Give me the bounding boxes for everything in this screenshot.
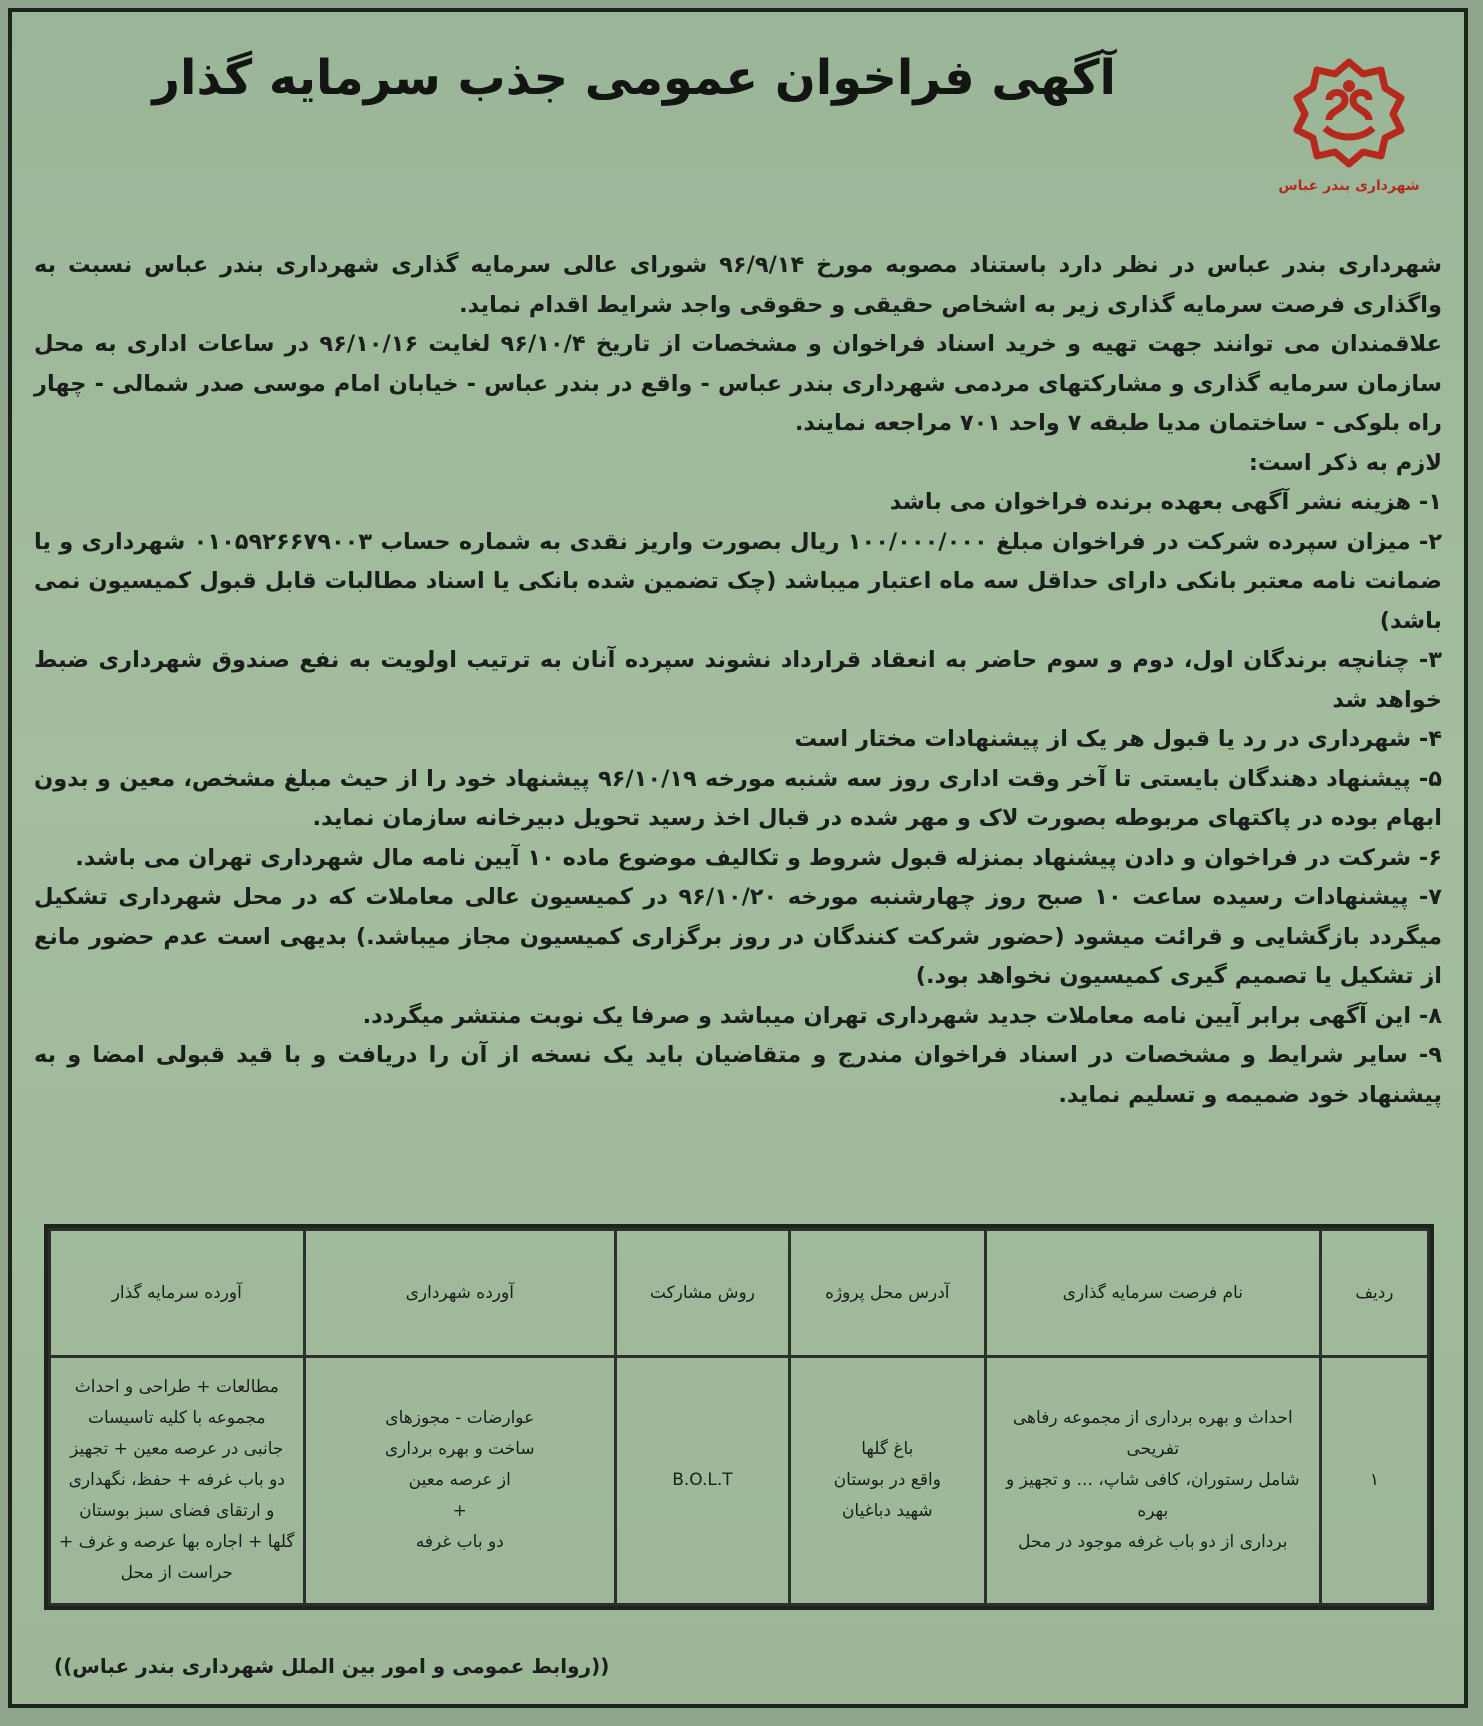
cell-municipality-share bbox=[304, 1357, 615, 1605]
header-municipality-share: آورده شهرداری bbox=[304, 1230, 615, 1357]
purchase-paragraph: علاقمندان می توانند جهت تهیه و خرید اسناد فراخوان و مشخصات از تاریخ ۹۶/۱۰/۴ لغایت ۹۶/۱۰/۱۶ در ساعات اداری به محل سازمان سرمایه گذاری و مشارکتهای مردمی شهرداری بندر عباس - واقع در بندر عباس - خیابان امام موسی صدر شمالی - چهار راه بلوکی - ساختمان مدیا طبقه ۷ واحد ۷۰۱ مراجعه نمایند. bbox=[34, 331, 1443, 436]
cell-line: مجموعه با کلیه تاسیسات bbox=[87, 1408, 266, 1428]
cell-line: از عرصه معین bbox=[408, 1470, 511, 1490]
cell-opportunity bbox=[985, 1357, 1320, 1605]
cell-line: عوارضات - مجوزهای bbox=[385, 1408, 535, 1428]
cell-line: دو باب غرفه + حفظ، نگهداری bbox=[68, 1470, 285, 1490]
cell-method: B.O.L.T bbox=[616, 1357, 790, 1605]
cell-line: گلها + اجاره بها عرصه و غرف + bbox=[59, 1532, 295, 1552]
clause-8: ۸- این آگهی برابر آیین نامه معاملات جدید شهرداری تهران میباشد و صرفا یک نوبت منتشر میگردد. bbox=[362, 1002, 1442, 1029]
cell-row-no: ۱ bbox=[1320, 1357, 1428, 1605]
notes-heading: لازم به ذکر است: bbox=[1248, 449, 1442, 476]
notice-content bbox=[30, 26, 1446, 1690]
cell-line: باغ گلها bbox=[861, 1439, 914, 1459]
cell-line: + bbox=[452, 1501, 467, 1521]
header-investor-share: آورده سرمایه گذار bbox=[50, 1230, 305, 1357]
municipality-emblem-icon bbox=[1289, 54, 1409, 172]
table-header-row bbox=[50, 1230, 1429, 1357]
cell-line: برداری از دو باب غرفه موجود در محل bbox=[1018, 1532, 1288, 1552]
clause-6: ۶- شرکت در فراخوان و دادن پیشنهاد بمنزله قبول شروط و تکالیف موضوع ماده ۱۰ آیین نامه مال شهرداری تهران می باشد. bbox=[75, 844, 1442, 871]
clause-3: ۳- چنانچه برندگان اول، دوم و سوم حاضر به انعقاد قرارداد نشوند سپرده آنان به ترتیب اولویت به نفع صندوق شهرداری ضبط خواهد شد bbox=[34, 647, 1442, 713]
clause-4: ۴- شهرداری در رد یا قبول هر یک از پیشنهادات مختار است bbox=[794, 726, 1442, 752]
cell-line: واقع در بوستان bbox=[833, 1470, 941, 1490]
municipality-logo bbox=[1274, 54, 1424, 214]
header-row-no: ردیف bbox=[1320, 1230, 1428, 1357]
cell-line: ساخت و بهره برداری bbox=[384, 1439, 535, 1459]
logo-caption: شهرداری بندر عباس bbox=[1278, 178, 1420, 194]
investment-table bbox=[44, 1224, 1434, 1610]
header-opportunity: نام فرصت سرمایه گذاری bbox=[985, 1230, 1320, 1357]
clause-9: ۹- سایر شرایط و مشخصات در اسناد فراخوان مندرج و متقاضیان باید یک نسخه از آن را دریافت و با قید قبولی امضا و به پیشنهاد خود ضمیمه و تسلیم نماید. bbox=[34, 1042, 1442, 1108]
header-method: روش مشارکت bbox=[616, 1230, 790, 1357]
footer-signature: ((روابط عمومی و امور بین الملل شهرداری بندر عباس)) bbox=[54, 1654, 610, 1678]
clause-5: ۵- پیشنهاد دهندگان بایستی تا آخر وقت اداری روز سه شنبه مورخه ۹۶/۱۰/۱۹ پیشنهاد خود را از حیث مبلغ مشخص، معین و بدون ابهام بوده در پاکتهای مربوطه بصورت لاک و مهر شده در قبال اخذ رسید تحویل دبیرخانه سازمان نماید. bbox=[34, 765, 1443, 831]
notice-title: آگهی فراخوان عمومی جذب سرمایه گذار bbox=[152, 50, 1116, 106]
cell-investor-share bbox=[50, 1357, 305, 1605]
cell-line: و ارتقای فضای سبز بوستان bbox=[79, 1501, 275, 1521]
intro-paragraph: شهرداری بندر عباس در نظر دارد باستناد مصوبه مورخ ۹۶/۹/۱۴ شورای عالی سرمایه گذاری شهرداری بندر عباس نسبت به واگذاری فرصت سرمایه گذاری زیر به اشخاص حقیقی و حقوقی واجد شرایط اقدام نماید. bbox=[34, 252, 1442, 318]
notice-body bbox=[34, 246, 1442, 1115]
clause-2: ۲- میزان سپرده شرکت در فراخوان مبلغ ۱۰۰/۰۰۰/۰۰۰ ریال بصورت واریز نقدی به شماره حساب ۰۱۰۵۹۲۶۶۷۹۰۰۳ شهرداری و یا ضمانت نامه معتبر بانکی دارای حداقل سه ماه اعتبار میباشد (چک تضمین شده بانکی یا اسناد مطالبات قابل قبول کمیسیون نمی باشد) bbox=[34, 528, 1443, 634]
clause-1: ۱- هزینه نشر آگهی بعهده برنده فراخوان می باشد bbox=[889, 489, 1442, 515]
opportunity-table bbox=[48, 1228, 1430, 1606]
cell-line: شامل رستوران، کافی شاپ، ... و تجهیز و بهره bbox=[1005, 1470, 1300, 1521]
clause-7: ۷- پیشنهادات رسیده ساعت ۱۰ صبح روز چهارشنبه مورخه ۹۶/۱۰/۲۰ در کمیسیون عالی معاملات که در محل شهرداری تشکیل میگردد بازگشایی و قرائت میشود (حضور شرکت کنندگان در روز برگزاری کمیسیون مجاز میباشد.) بدیهی است عدم حضور مانع از تشکیل یا تصمیم گیری کمیسیون نخواهد بود.) bbox=[34, 884, 1442, 989]
cell-address bbox=[789, 1357, 985, 1605]
cell-line: شهید دباغیان bbox=[841, 1501, 933, 1521]
cell-line: مطالعات + طراحی و احداث bbox=[74, 1377, 279, 1397]
table-row bbox=[50, 1357, 1429, 1605]
newspaper-notice bbox=[8, 8, 1468, 1708]
header-address: آدرس محل پروژه bbox=[789, 1230, 985, 1357]
cell-line: حراست از محل bbox=[120, 1563, 233, 1583]
cell-line: احداث و بهره برداری از مجموعه رفاهی تفریحی bbox=[1012, 1408, 1293, 1459]
cell-line: دو باب غرفه bbox=[415, 1532, 504, 1552]
cell-line: جانبی در عرصه معین + تجهیز bbox=[70, 1439, 284, 1459]
